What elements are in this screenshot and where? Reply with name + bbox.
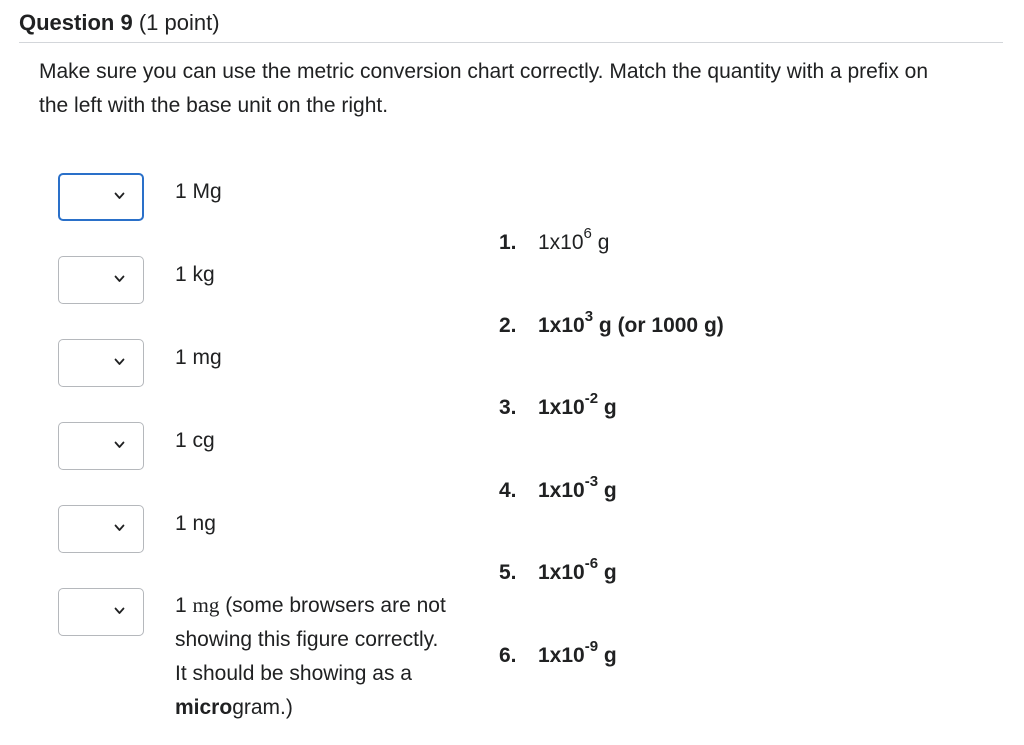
option-number: 1. [499, 231, 517, 254]
chevron-down-icon [114, 358, 125, 366]
left-item-5: 1 ng [175, 512, 216, 535]
chevron-down-icon [114, 441, 125, 449]
match-select-3[interactable] [58, 339, 144, 387]
option-value: $1x10^6$ g [538, 225, 610, 254]
left-item-4: 1 cg [175, 429, 215, 452]
option-number: 5. [499, 561, 517, 584]
question-header [19, 8, 220, 38]
option-value: $1x10^{-2}$ g [538, 390, 617, 419]
option-number: 2. [499, 314, 517, 337]
right-option-4 [499, 473, 617, 506]
question-title: Question 9 [19, 10, 133, 35]
left-item-6-note: (some browsers are not showing this figure correctly. It should be showing as a [175, 594, 446, 685]
right-option-5 [499, 555, 617, 588]
question-prompt: Make sure you can use the metric conversion chart correctly. Match the quantity with a prefix on the left with the base unit on the right. [39, 60, 929, 117]
chevron-down-icon [114, 192, 125, 200]
left-item-6 [175, 588, 455, 725]
match-select-4[interactable] [58, 422, 144, 470]
match-select-6[interactable] [58, 588, 144, 636]
match-select-1[interactable] [58, 173, 144, 221]
chevron-down-icon [114, 275, 125, 283]
option-number: 6. [499, 644, 517, 667]
left-item-3: 1 mg [175, 346, 222, 369]
option-number: 4. [499, 479, 517, 502]
option-value: $1x10^{-6}$ g [538, 555, 617, 584]
right-option-2 [499, 308, 724, 341]
chevron-down-icon [114, 524, 125, 532]
left-item-6-bold: micro [175, 696, 233, 719]
left-item-6-prefix: 1 [175, 594, 193, 617]
right-option-1 [499, 225, 610, 258]
option-value: $1x10^{-3}$ g [538, 473, 617, 502]
left-item-6-unit: mg [192, 593, 220, 617]
option-value: $1x10^{-9}$ g [538, 638, 617, 667]
match-select-2[interactable] [58, 256, 144, 304]
chevron-down-icon [114, 607, 125, 615]
right-option-6 [499, 638, 617, 671]
match-select-5[interactable] [58, 505, 144, 553]
left-item-1: 1 Mg [175, 180, 222, 203]
question-points: (1 point) [138, 10, 220, 35]
option-value: $1x10^3$ g (or 1000 g) [538, 308, 724, 337]
header-divider [19, 42, 1003, 43]
left-item-2: 1 kg [175, 263, 215, 286]
left-item-6-end: gram.) [232, 696, 293, 719]
right-option-3 [499, 390, 617, 423]
option-number: 3. [499, 396, 517, 419]
